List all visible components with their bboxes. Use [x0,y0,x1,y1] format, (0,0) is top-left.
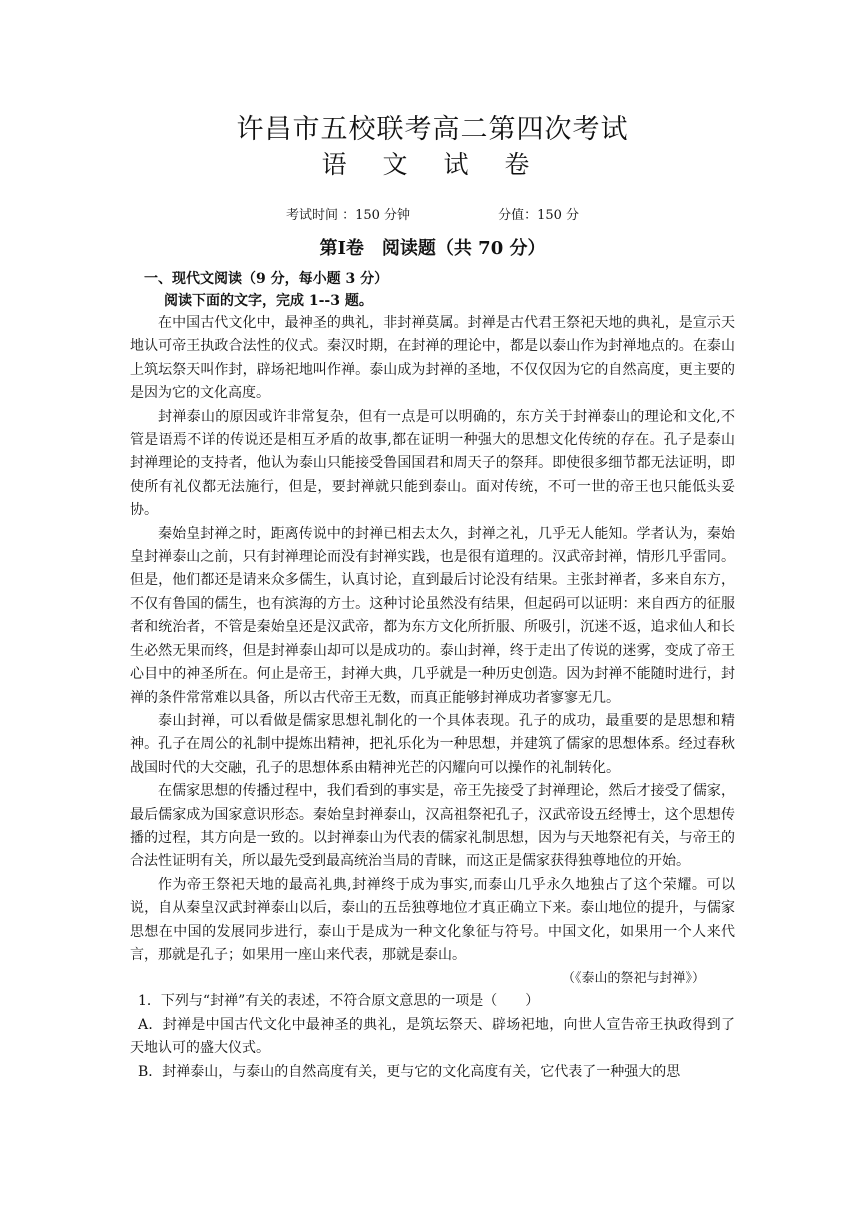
question-option: B．封禅泰山，与泰山的自然高度有关，更与它的文化高度有关，它代表了一种强大的思 [138,1063,681,1080]
question-stem: 1．下列与“封禅”有关的表述，不符合原文意思的一项是（ ） [138,993,540,1010]
reading-instruction: 阅读下面的文字，完成 1--3 题。 [164,293,373,309]
passage-paragraph: 泰山封禅，可以看做是儒家思想礼制化的一个具体表现。孔子的成功，最重要的是思想和精神。孔子在周公的礼制中提炼出精神，把礼乐化为一种思想，并建筑了儒家的思想体系。经过春秋战国时代的大交融，孔子的思想体系由精神光芒的闪耀向可以操作的礼制转化。 [130,712,735,776]
passage-paragraph: 封禅泰山的原因或许非常复杂，但有一点是可以明确的，东方关于封禅泰山的理论和文化,不管是语焉不详的传说还是相互矛盾的故事,都在证明一种强大的思想文化传统的存在。孔子是泰山封禅理论的支持者，他认为泰山只能接受鲁国国君和周天子的祭拜。即使很多细节都无法证明，即使所有礼仪都无法施行，但是，要封禅就只能到泰山。面对传统，不可一世的帝王也只能低头妥协。 [130,408,735,519]
exam-time: 考试时间 ：150 分钟 [285,208,411,223]
exam-subtitle: 语 文 试 卷 [321,150,544,179]
passage-paragraph: 在儒家思想的传播过程中，我们看到的事实是，帝王先接受了封禅理论，然后才接受了儒家，最后儒家成为国家意识形态。秦始皇封禅泰山，汉高祖祭祀孔子，汉武帝设五经博士，这个思想传播的过程，其方向是一致的。以封禅泰山为代表的儒家礼制思想，因为与天地祭祀有关，与帝王的合法性证明有关，所以最先受到最高统治当局的青睐，而这正是儒家获得独尊地位的开始。 [130,783,735,870]
exam-score: 分值：150 分 [498,208,580,223]
passage-paragraph: 作为帝王祭祀天地的最高礼典,封禅终于成为事实,而泰山几乎永久地独占了这个荣耀。可以说，自从秦皇汉武封禅泰山以后，泰山的五岳独尊地位才真正确立下来。泰山地位的提升，与儒家思想在中国的发展同步进行，泰山于是成为一种文化象征与符号。中国文化，如果用一个人来代言，那就是孔子；如果用一座山来代表，那就是泰山。 [130,876,735,963]
exam-title: 许昌市五校联考高二第四次考试 [236,114,629,145]
exam-meta [130,206,735,226]
passage-paragraph: 在中国古代文化中，最神圣的典礼，非封禅莫属。封禅是古代君王祭祀天地的典礼，是宣示天地认可帝王执政合法性的仪式。秦汉时期，在封禅的理论中，都是以泰山作为封禅地点的。在泰山上筑坛祭天叫作封，辟场祀地叫作禅。泰山成为封禅的圣地，不仅仅因为它的自然高度，更主要的是因为它的文化高度。 [130,315,735,402]
volume-title: 第Ⅰ卷 阅读题（共 70 分） [319,238,546,259]
passage-source: （《泰山的祭祀与封禅》） [561,971,705,987]
exam-page [130,112,735,1084]
question-option: A．封禅是中国古代文化中最神圣的典礼，是筑坛祭天、辟场祀地，向世人宣告帝王执政得到了天地认可的盛大仪式。 [130,1016,735,1057]
section-title: 一、现代文阅读（9 分，每小题 3 分） [144,271,389,287]
passage-paragraph: 秦始皇封禅之时，距离传说中的封禅已相去太久，封禅之礼，几乎无人能知。学者认为，秦始皇封禅泰山之前，只有封禅理论而没有封禅实践，也是很有道理的。汉武帝封禅，情形几乎雷同。但是，他们都还是请来众多儒生，认真讨论，直到最后讨论没有结果。主张封禅者，多来自东方，不仅有鲁国的儒生，也有滨海的方士。这种讨论虽然没有结果，但起码可以证明：来自西方的征服者和统治者，不管是秦始皇还是汉武帝，都为东方文化所折服、所吸引，沉迷不返，追求仙人和长生必然无果而终，但是封禅泰山却可以是成功的。泰山封禅，终于走出了传说的迷雾，变成了帝王心目中的神圣所在。何止是帝王，封禅大典，几乎就是一种历史创造。因为封禅不能随时进行，封禅的条件常常难以具备，所以古代帝王无数，而真正能够封禅成功者寥寥无几。 [130,525,735,706]
